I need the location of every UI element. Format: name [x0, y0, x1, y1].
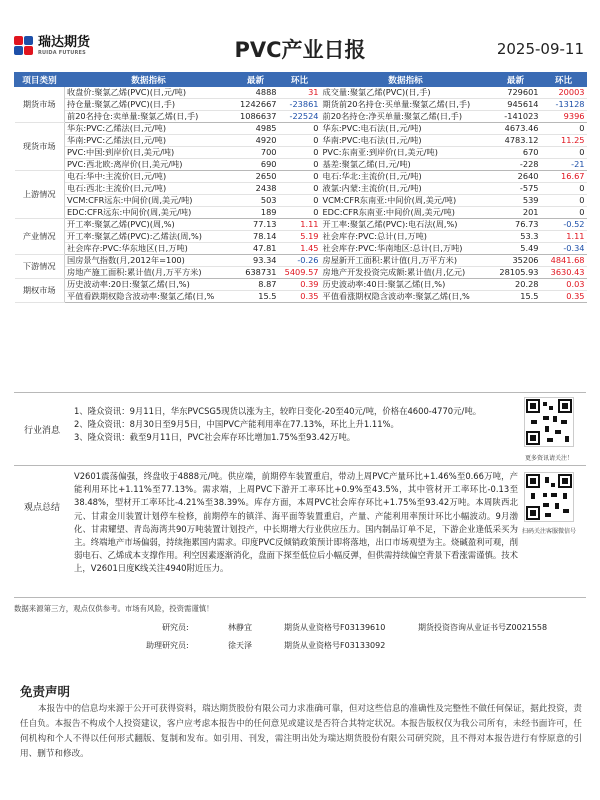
latest-value-right: 35206 — [491, 255, 541, 267]
indicator-name-left: 开工率:聚氯乙烯(PVC)(周,%) — [65, 219, 233, 231]
indicator-name-left: 华南:PVC:乙烯法(日,元/吨) — [65, 135, 233, 147]
change-value-right: 1.11 — [541, 231, 587, 243]
latest-value-right: -575 — [491, 183, 541, 195]
latest-value-left: 78.14 — [233, 231, 279, 243]
change-value-left: 31 — [279, 87, 321, 99]
table-row — [15, 267, 587, 279]
table-row — [15, 135, 587, 147]
change-value-left: 5.19 — [279, 231, 321, 243]
staff-block — [14, 622, 586, 652]
researcher-label: 研究员: — [162, 623, 189, 632]
change-value-right: -0.52 — [541, 219, 587, 231]
indicator-name-right: 平值看涨期权隐含波动率:聚氯乙烯(日,% — [321, 291, 491, 303]
indicator-name-right: 华南:PVC:电石法(日,元/吨) — [321, 135, 491, 147]
report-date: 2025-09-11 — [496, 40, 584, 58]
latest-value-left: 77.13 — [233, 219, 279, 231]
indicator-name-left: 电石:西北:主流价(日,元/吨) — [65, 183, 233, 195]
latest-value-left: 4888 — [233, 87, 279, 99]
table-header-cell: 项目类别 — [15, 73, 65, 87]
latest-value-right: 201 — [491, 207, 541, 219]
category-cell: 产业情况 — [15, 219, 65, 255]
change-value-left: 0 — [279, 171, 321, 183]
indicator-name-right: 电石:华北:主流价(日,元/吨) — [321, 171, 491, 183]
latest-value-left: 1086637 — [233, 111, 279, 123]
table-body — [15, 87, 587, 303]
indicator-name-left: 历史波动率:20日:聚氯乙烯(日,%) — [65, 279, 233, 291]
latest-value-left: 1242667 — [233, 99, 279, 111]
indicator-name-left: PVC:西北欧:离岸价(日,美元/吨) — [65, 159, 233, 171]
news-item: 1、隆众资讯：9月11日，华东PVCSG5现货以涨为主，较昨日变化-20至40元/吨，价格在4600-4770元/吨。 — [74, 406, 482, 416]
indicator-name-left: 华东:PVC:乙烯法(日,元/吨) — [65, 123, 233, 135]
latest-value-left: 93.34 — [233, 255, 279, 267]
indicator-name-left: 收盘价:聚氯乙烯(PVC)(日,元/吨) — [65, 87, 233, 99]
data-source-note: 数据来源第三方，观点仅供参考。市场有风险，投资需谨慎！ — [14, 604, 214, 613]
table-row — [15, 171, 587, 183]
table-row — [15, 207, 587, 219]
latest-value-left: 47.81 — [233, 243, 279, 255]
change-value-right: 11.25 — [541, 135, 587, 147]
change-value-left: 0 — [279, 135, 321, 147]
data-table — [14, 72, 587, 303]
news-item: 3、隆众资讯：截至9月11日，PVC社会库存环比增加1.75%至93.42万吨。 — [74, 432, 356, 442]
indicator-name-left: EDC:CFR远东:中间价(周,美元/吨) — [65, 207, 233, 219]
assistant-name: 徐天泽 — [228, 641, 252, 650]
category-cell: 期货市场 — [15, 87, 65, 123]
category-cell: 现货市场 — [15, 123, 65, 171]
table-row — [15, 195, 587, 207]
indicator-name-left: 开工率:聚氯乙烯(PVC):乙烯法(周,%) — [65, 231, 233, 243]
latest-value-left: 638731 — [233, 267, 279, 279]
change-value-left: 5409.57 — [279, 267, 321, 279]
table-row — [15, 243, 587, 255]
latest-value-right: 53.3 — [491, 231, 541, 243]
indicator-name-right: 华东:PVC:电石法(日,元/吨) — [321, 123, 491, 135]
category-cell: 下游情况 — [15, 255, 65, 279]
latest-value-right: 5.49 — [491, 243, 541, 255]
latest-value-left: 503 — [233, 195, 279, 207]
report-header — [14, 30, 586, 70]
indicator-name-right: 历史波动率:40日:聚氯乙烯(日,%) — [321, 279, 491, 291]
table-row — [15, 87, 587, 99]
change-value-right: 0.03 — [541, 279, 587, 291]
table-header-row — [15, 73, 587, 87]
table-row — [15, 279, 587, 291]
indicator-name-right: 液氯:内蒙:主流价(日,元/吨) — [321, 183, 491, 195]
change-value-left: 0 — [279, 147, 321, 159]
indicator-name-left: 前20名持仓:卖单量:聚氯乙烯(日,手) — [65, 111, 233, 123]
table-row — [15, 123, 587, 135]
table-header-cell: 最新 — [491, 73, 541, 87]
latest-value-right: 4673.46 — [491, 123, 541, 135]
indicator-name-right: VCM:CFR东南亚:中间价(周,美元/吨) — [321, 195, 491, 207]
change-value-left: 0.35 — [279, 291, 321, 303]
indicator-name-right: 房屋新开工面积:累计值(月,万平方米) — [321, 255, 491, 267]
indicator-name-right: 基差:聚氯乙烯(日,元/吨) — [321, 159, 491, 171]
latest-value-right: 20.28 — [491, 279, 541, 291]
change-value-right: -13128 — [541, 99, 587, 111]
table-row — [15, 111, 587, 123]
table-row — [15, 147, 587, 159]
company-name-sub: RUIDA FUTURES — [38, 50, 86, 56]
company-name: 瑞达期货 — [38, 35, 91, 50]
researcher-cert: 期货从业资格号F03139610 — [284, 623, 386, 632]
change-value-right: -21 — [541, 159, 587, 171]
latest-value-left: 189 — [233, 207, 279, 219]
indicator-name-left: 国房景气指数(月,2012年=100) — [65, 255, 233, 267]
latest-value-right: 2640 — [491, 171, 541, 183]
change-value-right: 0 — [541, 207, 587, 219]
change-value-right: 20003 — [541, 87, 587, 99]
table-row — [15, 159, 587, 171]
indicator-name-right: 房地产开发投资完成额:累计值(月,亿元) — [321, 267, 491, 279]
change-value-left: 0 — [279, 159, 321, 171]
indicator-name-left: 电石:华中:主流价(日,元/吨) — [65, 171, 233, 183]
qr-caption-news: 更多资讯请关注！ — [524, 455, 573, 462]
change-value-right: -0.34 — [541, 243, 587, 255]
change-value-left: 1.45 — [279, 243, 321, 255]
change-value-right: 4841.68 — [541, 255, 587, 267]
change-value-right: 0 — [541, 147, 587, 159]
latest-value-left: 15.5 — [233, 291, 279, 303]
latest-value-right: 4783.12 — [491, 135, 541, 147]
table-row — [15, 99, 587, 111]
change-value-right: 0 — [541, 183, 587, 195]
researcher-name: 林静宜 — [228, 623, 252, 632]
table-row — [15, 291, 587, 303]
change-value-right: 0.35 — [541, 291, 587, 303]
view-summary-text: V2601震荡偏强，终盘收于4888元/吨。供应端，前期停车装置重启，带动上周PVC产量环比+1.46%至0.66万吨，产能利用环比+1.11%至77.13%。需求端，上周PVC下游开工率环比+0.9%至43.5%，其中管材开工率环比-0.13至38.48%，型材开工率环比-4.21%至38.39%。库存方面，本周PVC社会库存环比+1.75%至93.42万吨。本周陕西北元、甘肃金川装置计划停车检修，前期停车的镇洋、海平面等装置重启，产量、产能利用率预计环比小幅波动。9月渤化、甘肃耀望、青岛海湾共90万吨装置计划投产，中长期增大行业供应压力。国内制品订单不足，下游企业逢低采买为主。终端地产市场偏弱，持续拖累国内需求。印度PVC反倾销政策预计即将落地，出口市场观望为主。烧碱盈利可观，削弱电石、乙烯成本支撑作用。利空因素逐渐消化，盘面下探至低位后小幅反弹，但供需持续偏空背景下看涨需谨慎。技术上，V2601日度K线关注4940附近压力。 — [74, 471, 518, 574]
table-row — [15, 231, 587, 243]
qr-code-service-icon[interactable] — [524, 472, 574, 522]
change-value-left: 0 — [279, 207, 321, 219]
table-row — [15, 255, 587, 267]
industry-news-section — [14, 392, 586, 466]
view-summary-label: 观点总结 — [23, 503, 60, 513]
change-value-left: -23861 — [279, 99, 321, 111]
industry-news-list — [74, 405, 514, 444]
disclaimer-text: 本报告中的信息均来源于公开可获得资料，瑞达期货股份有限公司力求准确可靠，但对这些信息的准确性及完整性不做任何保证，据此投资，责任自负。本报告不构成个人投资建议，客户应考虑本报告中的任何意见或建议是否符合其特定状况。本报告版权仅为我公司所有，未经书面许可，任何机构和个人不得以任何形式翻版、复制和发布。如引用、刊发，需注明出处为瑞达期货股份有限公司研究院，且不得对本报告进行有悖原意的引用、删节和修改。 — [20, 704, 582, 759]
latest-value-left: 700 — [233, 147, 279, 159]
view-summary-section — [14, 466, 586, 598]
change-value-right: 0 — [541, 195, 587, 207]
assistant-label: 助理研究员: — [146, 641, 189, 650]
change-value-left: 0 — [279, 183, 321, 195]
indicator-name-left: VCM:CFR远东:中间价(周,美元/吨) — [65, 195, 233, 207]
indicator-name-right: 期货前20名持仓:买单量:聚氯乙烯(日,手) — [321, 99, 491, 111]
indicator-name-left: 持仓量:聚氯乙烯(PVC)(日,手) — [65, 99, 233, 111]
indicator-name-right: 前20名持仓:净买单量:聚氯乙烯(日,手) — [321, 111, 491, 123]
latest-value-left: 4920 — [233, 135, 279, 147]
category-cell: 期权市场 — [15, 279, 65, 303]
assistant-cert: 期货从业资格号F03133092 — [284, 641, 386, 650]
change-value-right: 16.67 — [541, 171, 587, 183]
advisor-cert: 期货投资咨询从业证书号Z0021558 — [418, 623, 548, 632]
table-header-cell: 数据指标 — [321, 73, 491, 87]
qr-caption-service: 扫码关注客服微信号 — [521, 528, 576, 535]
change-value-left: -22524 — [279, 111, 321, 123]
change-value-right: 0 — [541, 123, 587, 135]
change-value-left: 0 — [279, 195, 321, 207]
change-value-right: 3630.43 — [541, 267, 587, 279]
latest-value-right: 15.5 — [491, 291, 541, 303]
latest-value-left: 2650 — [233, 171, 279, 183]
latest-value-left: 4985 — [233, 123, 279, 135]
latest-value-left: 2438 — [233, 183, 279, 195]
change-value-left: 1.11 — [279, 219, 321, 231]
latest-value-right: 670 — [491, 147, 541, 159]
indicator-name-left: PVC:中国:到岸价(日,美元/吨) — [65, 147, 233, 159]
qr-code-icon[interactable] — [524, 397, 574, 447]
change-value-left: 0 — [279, 123, 321, 135]
table-header-cell: 最新 — [233, 73, 279, 87]
table-row — [15, 219, 587, 231]
disclaimer-title: 免责声明 — [20, 684, 71, 699]
change-value-right: 9396 — [541, 111, 587, 123]
latest-value-left: 8.87 — [233, 279, 279, 291]
latest-value-right: 76.73 — [491, 219, 541, 231]
industry-news-label: 行业消息 — [23, 426, 60, 436]
latest-value-right: -141023 — [491, 111, 541, 123]
category-cell: 上游情况 — [15, 171, 65, 219]
indicator-name-right: EDC:CFR东南亚:中间价(周,美元/吨) — [321, 207, 491, 219]
report-title: PVC产业日报 — [234, 38, 366, 62]
indicator-name-right: 社会库存:PVC:总计(日,万吨) — [321, 231, 491, 243]
change-value-left: -0.26 — [279, 255, 321, 267]
latest-value-right: 28105.93 — [491, 267, 541, 279]
table-row — [15, 183, 587, 195]
latest-value-left: 690 — [233, 159, 279, 171]
indicator-name-right: 成交量:聚氯乙烯(PVC)(日,手) — [321, 87, 491, 99]
news-item: 2、隆众资讯：8月30日至9月5日，中国PVC产能利用率在77.13%，环比上升1.11%。 — [74, 419, 399, 429]
latest-value-right: 945614 — [491, 99, 541, 111]
indicator-name-right: PVC:东南亚:到岸价(日,美元/吨) — [321, 147, 491, 159]
indicator-name-right: 开工率:聚氯乙烯(PVC):电石法(周,%) — [321, 219, 491, 231]
table-header-cell: 环比 — [541, 73, 587, 87]
indicator-name-left: 社会库存:PVC:华东地区(日,万吨) — [65, 243, 233, 255]
change-value-left: 0.39 — [279, 279, 321, 291]
indicator-name-right: 社会库存:PVC:华南地区:总计(日,万吨) — [321, 243, 491, 255]
table-header-cell: 环比 — [279, 73, 321, 87]
table-header-cell: 数据指标 — [65, 73, 233, 87]
latest-value-right: -228 — [491, 159, 541, 171]
indicator-name-left: 房地产施工面积:累计值(月,万平方米) — [65, 267, 233, 279]
latest-value-right: 539 — [491, 195, 541, 207]
latest-value-right: 729601 — [491, 87, 541, 99]
indicator-name-left: 平值看跌期权隐含波动率:聚氯乙烯(日,% — [65, 291, 233, 303]
